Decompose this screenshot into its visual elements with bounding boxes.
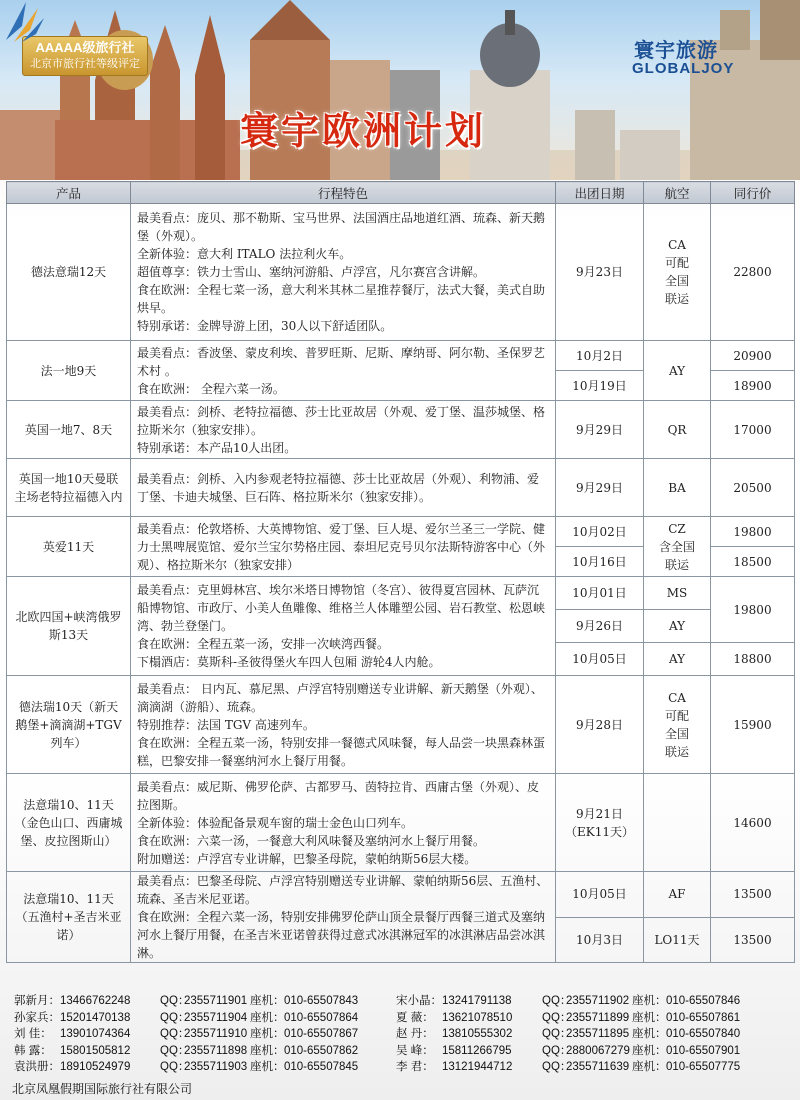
feature-line: 食在欧洲：六菜一汤，一餐意大利风味餐及塞纳河水上餐厅用餐。 — [137, 833, 486, 848]
price: 14600 — [711, 774, 795, 872]
contact-tel-label: 座机： — [632, 1028, 667, 1040]
table-row — [7, 204, 795, 341]
table-row — [7, 676, 795, 774]
airline-line: AY — [668, 363, 686, 378]
contact-qq-label: QQ： — [542, 1011, 572, 1024]
airline: AY — [644, 610, 711, 643]
page-title: 寰宇欧洲计划 — [240, 109, 487, 153]
contact-tel-label: 座机： — [250, 1044, 285, 1057]
airline-line: 联运 — [664, 557, 689, 572]
contact-qq: 2355711639 — [566, 1061, 630, 1073]
product-features — [131, 577, 556, 676]
contact-qq-label: QQ： — [542, 1061, 572, 1073]
table-row — [7, 774, 795, 872]
price: 18500 — [711, 547, 795, 577]
contact-tel[interactable]: 010-65507901 — [666, 1044, 741, 1057]
airline-line: 全国 — [664, 274, 689, 288]
table-row — [7, 517, 795, 547]
contact-tel-label: 座机： — [250, 1028, 285, 1040]
contact-tel-label: 座机： — [250, 995, 285, 1007]
logo-wing-icon — [0, 0, 44, 44]
product-features — [131, 204, 556, 341]
feature-line: 最美看点：巴黎圣母院、卢浮宫特别赠送专业讲解、蒙帕纳斯56层、五渔村、琉森、圣吉米尼亚诺。 — [137, 874, 549, 906]
feature-line: 全新体验：意大利 ITALO 法拉利火车。 — [137, 247, 352, 261]
product-name: 英国一地7、8天 — [7, 401, 131, 459]
header-product: 产品 — [7, 182, 131, 204]
departure-date: 9月28日 — [556, 676, 644, 774]
table-row — [7, 341, 795, 371]
airline — [644, 517, 711, 577]
airline — [644, 341, 711, 401]
contact-mobile[interactable]: 18910524979 — [60, 1061, 131, 1073]
contact-qq: 2355711901 — [184, 995, 248, 1007]
company-name: 北京凤凰假期国际旅行社有限公司 — [12, 1082, 193, 1096]
contact-name: 李 君： — [396, 1061, 434, 1073]
contact-qq-label: QQ： — [160, 1011, 190, 1024]
table-body — [7, 204, 795, 963]
feature-line: 最美看点：伦敦塔桥、大英博物馆、爱丁堡、巨人堤、爱尔兰圣三一学院、健力士黑啤展览馆、爱尔兰宝尔势格庄园、泰坦尼克号贝尔法斯特游客中心（外观）、格拉斯米尔（独家安排） — [137, 521, 546, 572]
airline-line: CA — [668, 238, 686, 252]
airline: AF — [644, 872, 711, 918]
contact-qq: 2355711910 — [184, 1028, 248, 1040]
contact-tel[interactable]: 010-65507846 — [666, 995, 741, 1007]
product-features — [131, 459, 556, 517]
departure-date: 10月3日 — [556, 917, 644, 963]
contact-qq-label: QQ： — [160, 1044, 190, 1057]
product-name: 德法意瑞12天 — [7, 204, 131, 341]
departure-date: 9月26日 — [556, 610, 644, 643]
contact-name: 袁洪册： — [14, 1061, 60, 1073]
product-features — [131, 676, 556, 774]
contact-tel[interactable]: 010-65507843 — [284, 995, 359, 1007]
airline — [644, 401, 711, 459]
contact-tel-label: 座机： — [632, 1044, 667, 1057]
contact-name: 赵 丹： — [396, 1028, 434, 1040]
contact-tel-label: 座机： — [632, 1061, 667, 1073]
feature-line: 食在欧洲：全程五菜一汤，特别安排一餐德式风味餐，每人品尝一块黑森林蛋糕，巴黎安排一餐塞纳河水上餐厅用餐。 — [137, 735, 546, 768]
contact-tel[interactable]: 010-65507845 — [284, 1061, 359, 1073]
contact-mobile[interactable]: 13466762248 — [60, 995, 131, 1007]
feature-line: 超值尊享：铁力士雪山、塞纳河游船、卢浮宫，凡尔赛宫含讲解。 — [137, 265, 486, 279]
contact-name: 郭新月： — [14, 995, 60, 1007]
product-name: 德法瑞10天（新天鹅堡+滴滴湖+TGV列车） — [7, 676, 131, 774]
airline: AY — [644, 643, 711, 676]
table-row — [7, 577, 795, 610]
price: 22800 — [711, 204, 795, 341]
contact-name: 夏 薇： — [396, 1011, 434, 1024]
feature-line: 特别承诺：本产品10人出团。 — [137, 440, 297, 455]
airline-line: 全国 — [664, 726, 689, 741]
contact-mobile[interactable]: 15811266795 — [442, 1044, 512, 1057]
departure-date: 9月21日（EK11天） — [556, 774, 644, 872]
price: 19800 — [711, 577, 795, 643]
contact-tel-label: 座机： — [250, 1011, 285, 1024]
product-name: 北欧四国+峡湾俄罗斯13天 — [7, 577, 131, 676]
contact-tel-label: 座机： — [632, 995, 667, 1007]
feature-line: 最美看点：庞贝、那不勒斯、宝马世界、法国酒庄品地道红酒、琉森、新天鹅堡（外观）。 — [137, 211, 546, 243]
contact-mobile[interactable]: 13901074364 — [60, 1028, 131, 1040]
logo-english: GLOBALJOY — [632, 60, 735, 77]
feature-line: 最美看点： 日内瓦、慕尼黑、卢浮宫特别赠送专业讲解、新天鹅堡（外观）、滴滴湖（游船）、琉森。 — [137, 681, 543, 714]
contact-qq-label: QQ： — [542, 1028, 572, 1040]
feature-line: 食在欧洲： 全程六菜一汤。 — [137, 381, 285, 396]
price: 20900 — [711, 341, 795, 371]
product-name: 法意瑞10、11天（金色山口、西庸城堡、皮拉图斯山） — [7, 774, 131, 872]
contact-mobile[interactable]: 13241791138 — [442, 995, 512, 1007]
contact-qq: 2355711895 — [566, 1028, 630, 1040]
table-header-row — [7, 182, 795, 204]
departure-date: 9月29日 — [556, 459, 644, 517]
contact-tel-label: 座机： — [250, 1061, 285, 1073]
contact-qq-label: QQ： — [542, 1044, 572, 1057]
contact-tel[interactable]: 010-65507864 — [284, 1011, 359, 1024]
table-row — [7, 872, 795, 918]
contact-tel[interactable]: 010-65507862 — [284, 1044, 359, 1057]
contact-qq: 2355711899 — [566, 1011, 630, 1024]
contact-name: 孙家兵： — [14, 1011, 60, 1024]
departure-date: 10月02日 — [556, 517, 644, 547]
departure-date: 10月2日 — [556, 341, 644, 371]
airline-line: CZ — [668, 521, 686, 536]
feature-line: 下榻酒店：莫斯科-圣彼得堡火车四人包厢 游轮4人内舱。 — [137, 655, 441, 669]
airline — [644, 204, 711, 341]
product-features — [131, 872, 556, 963]
header-airline: 航空 — [644, 182, 711, 204]
badge-caption: 北京市旅行社等级评定 — [30, 58, 140, 70]
airline — [644, 774, 711, 872]
contact-tel[interactable]: 010-65507840 — [666, 1028, 741, 1040]
contact-qq-label: QQ： — [542, 995, 572, 1007]
airline-line: 联运 — [664, 744, 689, 759]
feature-line: 附加赠送：卢浮宫专业讲解，巴黎圣母院，蒙帕纳斯56层大楼。 — [137, 851, 477, 866]
price: 15900 — [711, 676, 795, 774]
badge-rating: AAAAA级旅行社 — [35, 40, 135, 55]
feature-line: 最美看点：威尼斯、佛罗伦萨、古都罗马、茵特拉肯、西庸古堡（外观）、皮拉图斯。 — [137, 779, 540, 812]
airline — [644, 459, 711, 517]
product-name: 英国一地10天曼联主场老特拉福德入内 — [7, 459, 131, 517]
airline-line: 可配 — [664, 256, 689, 270]
contact-tel[interactable]: 010-65507867 — [284, 1028, 359, 1040]
feature-line: 最美看点：克里姆林宫、埃尔米塔日博物馆（冬宫）、彼得夏宫园林、瓦萨沉船博物馆、市政厅、小美人鱼雕像、维格兰人体雕塑公园、岩石教堂、松恩峡湾、勃兰登堡门。 — [137, 583, 546, 633]
feature-line: 最美看点：剑桥、入内参观老特拉福德、莎士比亚故居（外观）、利物浦、爱丁堡、卡迪夫城堡、巨石阵、格拉斯米尔（独家安排）。 — [137, 471, 540, 504]
feature-line: 全新体验：体验配备景观车窗的瑞士金色山口列车。 — [137, 815, 414, 830]
price: 19800 — [711, 517, 795, 547]
contact-mobile[interactable]: 13810555302 — [442, 1028, 513, 1040]
departure-date: 9月23日 — [556, 204, 644, 341]
contact-name: 吴 峰： — [396, 1044, 434, 1057]
product-name: 法意瑞10、11天（五渔村+圣吉米亚诺） — [7, 872, 131, 963]
airline-line: 联运 — [664, 292, 689, 306]
feature-line: 食在欧洲：全程六菜一汤，特别安排佛罗伦萨山顶全景餐厅西餐三道式及塞纳河水上餐厅用餐，在圣吉米亚诺曾获得过意式冰淇淋冠军的冰淇淋店品尝冰淇淋。 — [137, 910, 546, 960]
airline: MS — [644, 577, 711, 610]
price: 13500 — [711, 917, 795, 963]
airline-line: CA — [668, 690, 686, 705]
product-features — [131, 401, 556, 459]
feature-line: 最美看点：剑桥、老特拉福德、莎士比亚故居（外观、爱丁堡、温莎城堡、格拉斯米尔（独家安排）。 — [137, 404, 546, 437]
contact-name: 宋小晶： — [396, 995, 442, 1007]
header-features: 行程特色 — [131, 182, 556, 204]
contact-mobile[interactable]: 15201470138 — [60, 1011, 131, 1024]
product-name: 法一地9天 — [7, 341, 131, 401]
airline-line: 含全国 — [658, 539, 695, 554]
contact-mobile[interactable]: 15801505812 — [60, 1044, 131, 1057]
product-features — [131, 517, 556, 577]
feature-line: 食在欧洲：全程七菜一汤，意大利米其林二星推荐餐厅，法式大餐，美式自助烘早。 — [137, 283, 546, 315]
product-features — [131, 341, 556, 401]
contact-name: 韩 露： — [14, 1044, 52, 1057]
price: 17000 — [711, 401, 795, 459]
departure-date: 10月01日 — [556, 577, 644, 610]
contact-qq-label: QQ： — [160, 1061, 190, 1073]
departure-date: 10月16日 — [556, 547, 644, 577]
contact-mobile[interactable]: 13121944712 — [442, 1061, 513, 1073]
price: 20500 — [711, 459, 795, 517]
airline-line: QR — [667, 422, 687, 437]
price: 13500 — [711, 872, 795, 918]
departure-date: 9月29日 — [556, 401, 644, 459]
departure-date: 10月19日 — [556, 371, 644, 401]
logo-chinese: 寰宇旅游 — [634, 38, 718, 62]
table-row — [7, 401, 795, 459]
airline-line: BA — [668, 480, 686, 495]
header-price: 同行价 — [711, 182, 795, 204]
contact-qq-label: QQ： — [160, 995, 190, 1007]
product-name: 英爱11天 — [7, 517, 131, 577]
feature-line: 特别推荐：法国 TGV 高速列车。 — [137, 717, 315, 732]
contact-name: 刘 佳： — [14, 1028, 52, 1040]
table-row — [7, 459, 795, 517]
price: 18900 — [711, 371, 795, 401]
departure-date: 10月05日 — [556, 643, 644, 676]
airline — [644, 676, 711, 774]
feature-line: 食在欧洲：全程五菜一汤，安排一次峡湾西餐。 — [137, 637, 390, 651]
header-banner — [0, 0, 800, 180]
contact-qq: 2880067279 — [566, 1044, 630, 1057]
itinerary-table — [6, 181, 795, 963]
header-date: 出团日期 — [556, 182, 644, 204]
contact-tel-label: 座机： — [632, 1011, 667, 1024]
feature-line: 特别承诺：金牌导游上团，30人以下舒适团队。 — [137, 319, 393, 333]
contact-qq: 2355711898 — [184, 1044, 248, 1057]
contact-qq: 2355711902 — [566, 995, 630, 1007]
product-features — [131, 774, 556, 872]
contact-tel[interactable]: 010-65507775 — [666, 1061, 741, 1073]
feature-line: 最美看点：香波堡、蒙皮利埃、普罗旺斯、尼斯、摩纳哥、阿尔勒、圣保罗艺术村 。 — [137, 345, 546, 378]
departure-date: 10月05日 — [556, 872, 644, 918]
contact-qq-label: QQ： — [160, 1028, 190, 1040]
airline-line: 可配 — [664, 708, 689, 723]
airline: LO11天 — [644, 917, 711, 963]
brand-logo — [630, 30, 790, 80]
contact-qq: 2355711904 — [184, 1011, 248, 1024]
contact-qq: 2355711903 — [184, 1061, 248, 1073]
contact-mobile[interactable]: 13621078510 — [442, 1011, 513, 1024]
contact-tel[interactable]: 010-65507861 — [666, 1011, 741, 1024]
price: 18800 — [711, 643, 795, 676]
